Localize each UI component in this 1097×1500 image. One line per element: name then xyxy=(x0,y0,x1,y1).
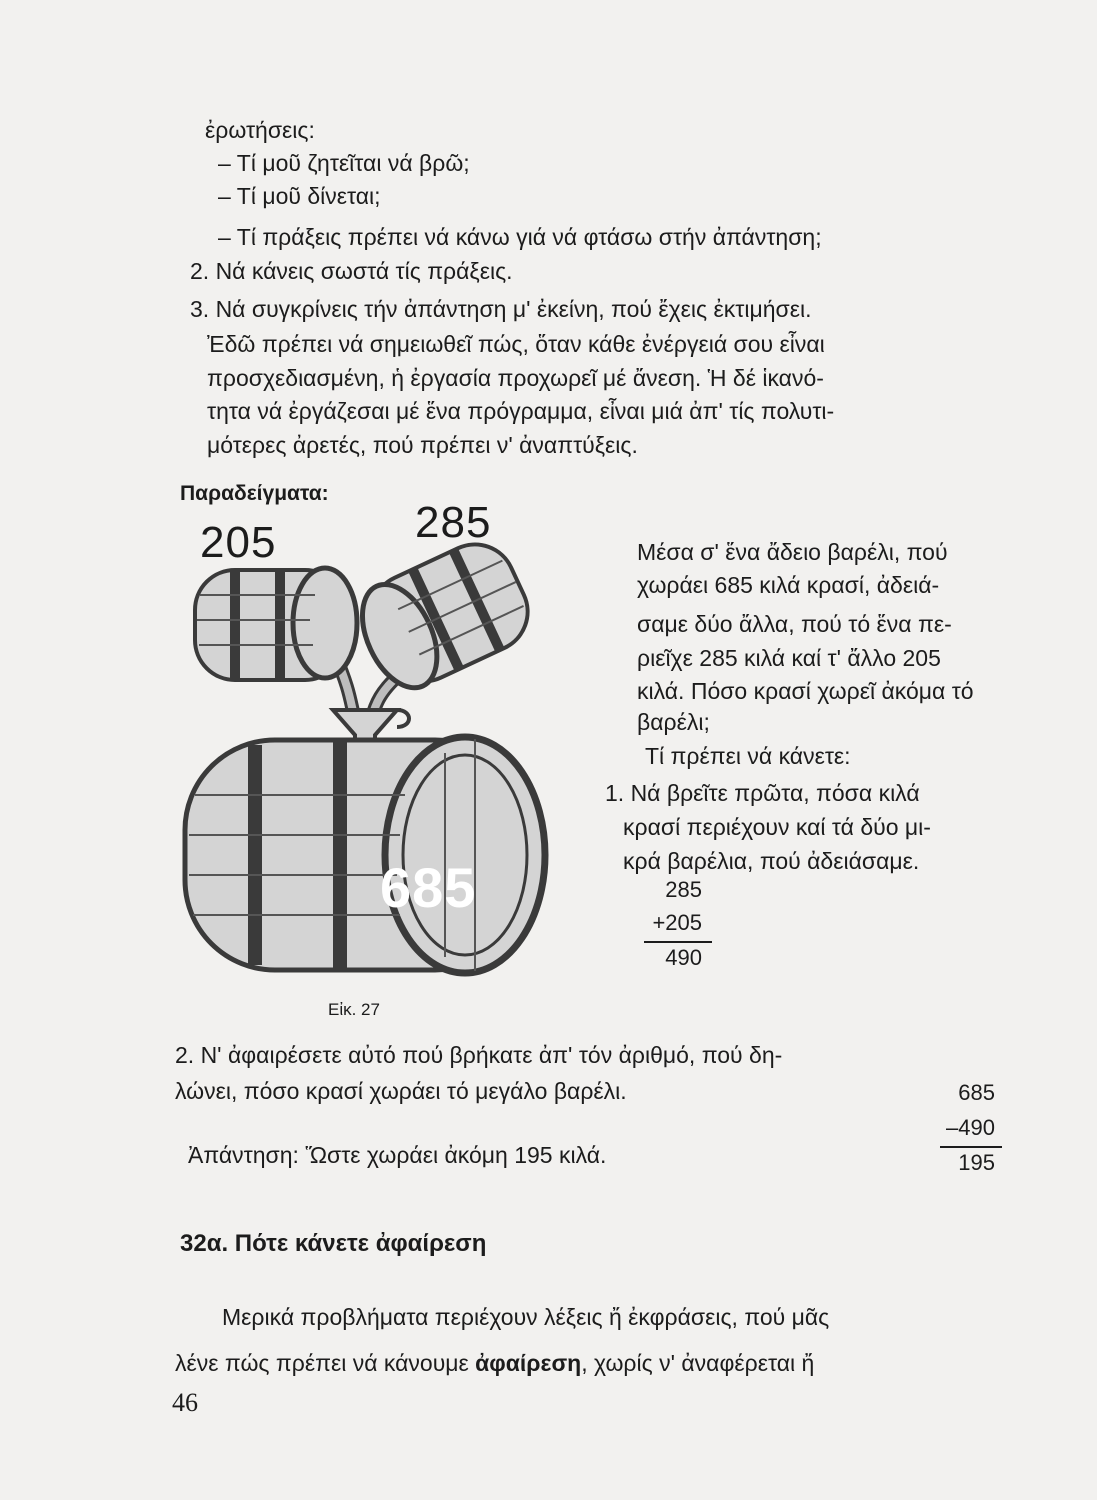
what-to-do: Τί πρέπει νά κάνετε: xyxy=(645,743,851,769)
problem-line: σαμε δύο ἄλλα, πού τό ἕνα πε- xyxy=(637,611,952,637)
section-line-2 xyxy=(175,1348,814,1378)
small-barrel-left xyxy=(195,568,357,680)
intro-line: προσχεδιασμένη, ἡ ἐργασία προχωρεῖ μέ ἄνεση. Ἡ δέ ἱκανό- xyxy=(207,365,824,391)
subtraction-result: 195 xyxy=(958,1150,995,1175)
addend-1: 285 xyxy=(665,877,702,902)
intro-line: Ἐδῶ πρέπει νά σημειωθεῖ πώς, ὅταν κάθε ἐνέργειά σου εἶναι xyxy=(207,331,825,357)
barrel-label-205: 205 xyxy=(200,518,277,567)
figure-caption: Εἰκ. 27 xyxy=(328,1000,380,1019)
intro-line: ἐρωτήσεις: xyxy=(205,117,315,143)
minuend: 685 xyxy=(958,1080,995,1105)
section-line-2-start: λένε πώς πρέπει νά κάνουμε xyxy=(175,1350,476,1376)
intro-line: – Τί μοῦ δίνεται; xyxy=(218,183,381,209)
section-heading: 32α. Πότε κάνετε ἀφαίρεση xyxy=(180,1230,487,1257)
intro-line: 2. Νά κάνεις σωστά τίς πράξεις. xyxy=(190,258,513,284)
step1-line: κρασί περιέχουν καί τά δύο μι- xyxy=(623,814,931,840)
intro-line: 3. Νά συγκρίνεις τήν ἀπάντηση μ' ἐκείνη, πού ἔχεις ἐκτιμήσει. xyxy=(190,296,812,322)
subtraction-rule xyxy=(940,1146,1002,1148)
problem-line: βαρέλι; xyxy=(637,709,710,735)
barrel-label-685: 685 xyxy=(380,856,477,919)
small-barrel-right xyxy=(347,531,540,699)
problem-line: χωράει 685 κιλά κρασί, ἀδειά- xyxy=(637,572,940,598)
section-line-2-end: , χωρίς ν' ἀναφέρεται ἤ xyxy=(581,1350,815,1376)
intro-line: – Τί πράξεις πρέπει νά κάνω γιά νά φτάσω στήν ἀπάντηση; xyxy=(218,224,822,250)
section-line-2-bold: ἀφαίρεση xyxy=(475,1350,582,1376)
page-number: 46 xyxy=(172,1388,198,1417)
addition-rule xyxy=(644,941,712,943)
problem-line: ριεῖχε 285 κιλά καί τ' ἄλλο 205 xyxy=(637,645,941,671)
addend-2: +205 xyxy=(652,910,702,935)
intro-line: – Τί μοῦ ζητεῖται νά βρῶ; xyxy=(218,150,470,176)
section-line-1: Μερικά προβλήματα περιέχουν λέξεις ἤ ἐκφράσεις, πού μᾶς xyxy=(222,1304,830,1330)
step1-line: κρά βαρέλια, πού ἀδειάσαμε. xyxy=(623,848,920,874)
big-barrel xyxy=(185,737,545,973)
subtrahend: –490 xyxy=(946,1115,995,1140)
barrel-illustration xyxy=(175,495,615,995)
barrel-svg xyxy=(175,495,615,995)
intro-line: τητα νά ἐργάζεσαι μέ ἕνα πρόγραμμα, εἶναι μιά ἀπ' τίς πολυτι- xyxy=(207,398,835,424)
problem-line: κιλά. Πόσο κρασί χωρεῖ ἀκόμα τό xyxy=(637,678,974,704)
addition-result: 490 xyxy=(665,945,702,970)
step2-line: 2. Ν' ἀφαιρέσετε αὐτό πού βρήκατε ἀπ' τόν ἀριθμό, πού δη- xyxy=(175,1042,783,1068)
step1-line: 1. Νά βρεῖτε πρῶτα, πόσα κιλά xyxy=(605,780,920,806)
examples-heading: Παραδείγματα: xyxy=(180,482,329,505)
step2-line: λώνει, πόσο κρασί χωράει τό μεγάλο βαρέλι. xyxy=(175,1078,627,1104)
barrel-label-285: 285 xyxy=(415,498,492,547)
intro-line: μότερες ἀρετές, πού πρέπει ν' ἀναπτύξεις. xyxy=(207,432,638,458)
problem-line: Μέσα σ' ἕνα ἄδειο βαρέλι, πού xyxy=(637,539,948,565)
answer: Ἀπάντηση: Ὥστε χωράει ἀκόμη 195 κιλά. xyxy=(188,1142,607,1168)
